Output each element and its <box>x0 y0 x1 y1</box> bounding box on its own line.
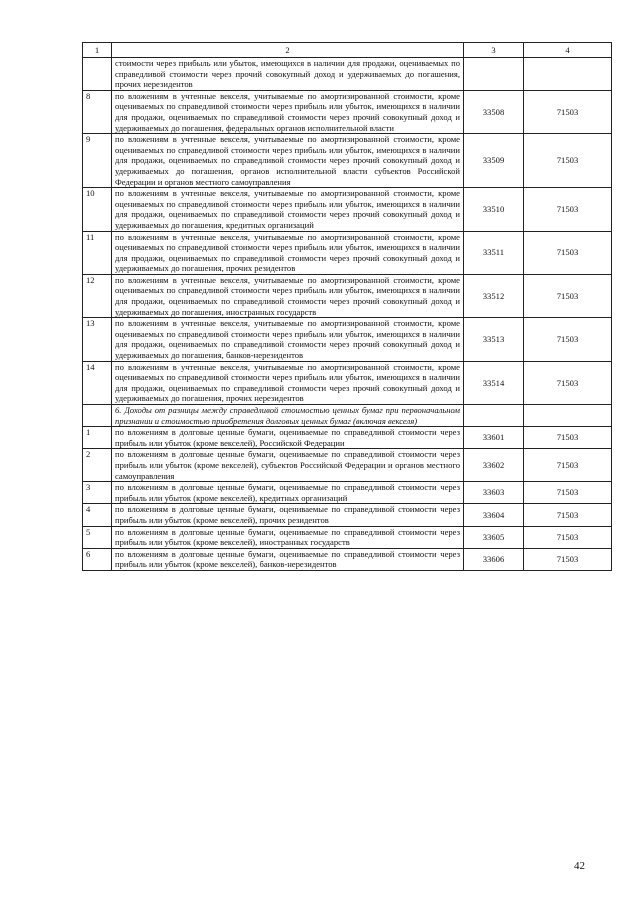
description-cell: по вложениям в учтенные векселя, учитываемые по амортизированной стоимости, кроме оцениваемых по справедливой стоимости через прибыль или убыток, имеющихся в наличии для продажи, оцениваемых по справедливой стоимости через прочий совокупный доход и удерживаемых до погашения, органов исполнительной власти субъектов Российской Федерации и органов местного самоуправления <box>112 134 464 188</box>
symbol-code-cell <box>524 405 612 427</box>
header-row <box>83 43 612 58</box>
account-code-cell: 33513 <box>464 318 524 361</box>
account-code-cell: 33514 <box>464 361 524 404</box>
account-code-cell: 33602 <box>464 449 524 482</box>
description-cell: по вложениям в учтенные векселя, учитываемые по амортизированной стоимости, кроме оцениваемых по справедливой стоимости через прибыль или убыток, имеющихся в наличии для продажи, оцениваемых по справедливой стоимости через прочий совокупный доход и удерживаемых до погашения, федеральных органов исполнительной власти <box>112 90 464 133</box>
table-row <box>83 90 612 133</box>
symbol-code-cell: 71503 <box>524 274 612 317</box>
symbol-code-cell: 71503 <box>524 449 612 482</box>
description-cell: по вложениям в долговые ценные бумаги, оцениваемые по справедливой стоимости через прибыль или убыток (кроме векселей), субъектов Российской Федерации и органов местного самоуправления <box>112 449 464 482</box>
table-row <box>83 361 612 404</box>
account-code-cell <box>464 58 524 91</box>
table-row <box>83 449 612 482</box>
description-cell: по вложениям в долговые ценные бумаги, оцениваемые по справедливой стоимости через прибыль или убыток (кроме векселей), кредитных организаций <box>112 482 464 504</box>
table-body <box>83 58 612 571</box>
row-number-cell: 11 <box>83 231 112 274</box>
description-cell: по вложениям в учтенные векселя, учитываемые по амортизированной стоимости, кроме оцениваемых по справедливой стоимости через прибыль или убыток, имеющихся в наличии для продажи, оцениваемых по справедливой стоимости через прочий совокупный доход и удерживаемых до погашения, прочих нерезидентов <box>112 361 464 404</box>
description-cell: по вложениям в долговые ценные бумаги, оцениваемые по справедливой стоимости через прибыль или убыток (кроме векселей), иностранных государств <box>112 526 464 548</box>
description-cell: по вложениям в учтенные векселя, учитываемые по амортизированной стоимости, кроме оцениваемых по справедливой стоимости через прибыль или убыток, имеющихся в наличии для продажи, оцениваемых по справедливой стоимости через прочий совокупный доход и удерживаемых до погашения, иностранных государств <box>112 274 464 317</box>
row-number-cell: 2 <box>83 449 112 482</box>
table-row <box>83 188 612 231</box>
symbol-code-cell <box>524 58 612 91</box>
section-heading-cell: 6. Доходы от разницы между справедливой стоимостью ценных бумаг при первоначальном признании и стоимостью приобретения долговых ценных бумаг (включая векселя) <box>112 405 464 427</box>
description-cell: по вложениям в учтенные векселя, учитываемые по амортизированной стоимости, кроме оцениваемых по справедливой стоимости через прибыль или убыток, имеющихся в наличии для продажи, оцениваемых по справедливой стоимости через прочий совокупный доход и удерживаемых до погашения, банков-нерезидентов <box>112 318 464 361</box>
table-row <box>83 482 612 504</box>
header-col-3: 3 <box>464 43 524 58</box>
description-cell: по вложениям в долговые ценные бумаги, оцениваемые по справедливой стоимости через прибыль или убыток (кроме векселей), банков-нерезидентов <box>112 548 464 570</box>
row-number-cell: 10 <box>83 188 112 231</box>
account-code-cell: 33604 <box>464 504 524 526</box>
symbol-code-cell: 71503 <box>524 134 612 188</box>
section-heading-row <box>83 405 612 427</box>
account-code-cell: 33601 <box>464 427 524 449</box>
description-cell: по вложениям в долговые ценные бумаги, оцениваемые по справедливой стоимости через прибыль или убыток (кроме векселей), прочих резидентов <box>112 504 464 526</box>
symbol-code-cell: 71503 <box>524 504 612 526</box>
symbol-code-cell: 71503 <box>524 526 612 548</box>
table-row <box>83 134 612 188</box>
account-code-cell: 33509 <box>464 134 524 188</box>
symbol-code-cell: 71503 <box>524 188 612 231</box>
row-number-cell: 5 <box>83 526 112 548</box>
account-code-cell: 33508 <box>464 90 524 133</box>
row-number-cell: 14 <box>83 361 112 404</box>
symbol-code-cell: 71503 <box>524 482 612 504</box>
description-cell: стоимости через прибыль или убыток, имеющихся в наличии для продажи, оцениваемых по справедливой стоимости через прочий совокупный доход и удерживаемых до погашения, прочих нерезидентов <box>112 58 464 91</box>
symbol-code-cell: 71503 <box>524 427 612 449</box>
row-number-cell: 12 <box>83 274 112 317</box>
row-number-cell: 9 <box>83 134 112 188</box>
table-row <box>83 274 612 317</box>
account-code-cell: 33605 <box>464 526 524 548</box>
description-cell: по вложениям в долговые ценные бумаги, оцениваемые по справедливой стоимости через прибыль или убыток (кроме векселей), Российской Федерации <box>112 427 464 449</box>
account-code-cell: 33512 <box>464 274 524 317</box>
row-number-cell: 3 <box>83 482 112 504</box>
page-number: 42 <box>574 860 585 872</box>
row-number-cell: 8 <box>83 90 112 133</box>
account-code-cell: 33511 <box>464 231 524 274</box>
account-code-cell <box>464 405 524 427</box>
row-number-cell: 13 <box>83 318 112 361</box>
header-col-1: 1 <box>83 43 112 58</box>
table-row <box>83 548 612 570</box>
table-row <box>83 427 612 449</box>
symbol-code-cell: 71503 <box>524 231 612 274</box>
table-row <box>83 58 612 91</box>
description-cell: по вложениям в учтенные векселя, учитываемые по амортизированной стоимости, кроме оцениваемых по справедливой стоимости через прибыль или убыток, имеющихся в наличии для продажи, оцениваемых по справедливой стоимости через прочий совокупный доход и удерживаемых до погашения, прочих резидентов <box>112 231 464 274</box>
row-number-cell: 1 <box>83 427 112 449</box>
table-row <box>83 526 612 548</box>
description-cell: по вложениям в учтенные векселя, учитываемые по амортизированной стоимости, кроме оцениваемых по справедливой стоимости через прибыль или убыток, имеющихся в наличии для продажи, оцениваемых по справедливой стоимости через прочий совокупный доход и удерживаемых до погашения, кредитных организаций <box>112 188 464 231</box>
account-code-cell: 33510 <box>464 188 524 231</box>
symbol-code-cell: 71503 <box>524 548 612 570</box>
row-number-cell: 4 <box>83 504 112 526</box>
symbol-code-cell: 71503 <box>524 90 612 133</box>
header-col-4: 4 <box>524 43 612 58</box>
symbol-code-cell: 71503 <box>524 361 612 404</box>
row-number-cell <box>83 405 112 427</box>
table-row <box>83 504 612 526</box>
account-code-cell: 33606 <box>464 548 524 570</box>
symbol-code-cell: 71503 <box>524 318 612 361</box>
table-row <box>83 318 612 361</box>
row-number-cell: 6 <box>83 548 112 570</box>
accounts-table <box>82 42 612 571</box>
table-row <box>83 231 612 274</box>
account-code-cell: 33603 <box>464 482 524 504</box>
row-number-cell <box>83 58 112 91</box>
header-col-2: 2 <box>112 43 464 58</box>
